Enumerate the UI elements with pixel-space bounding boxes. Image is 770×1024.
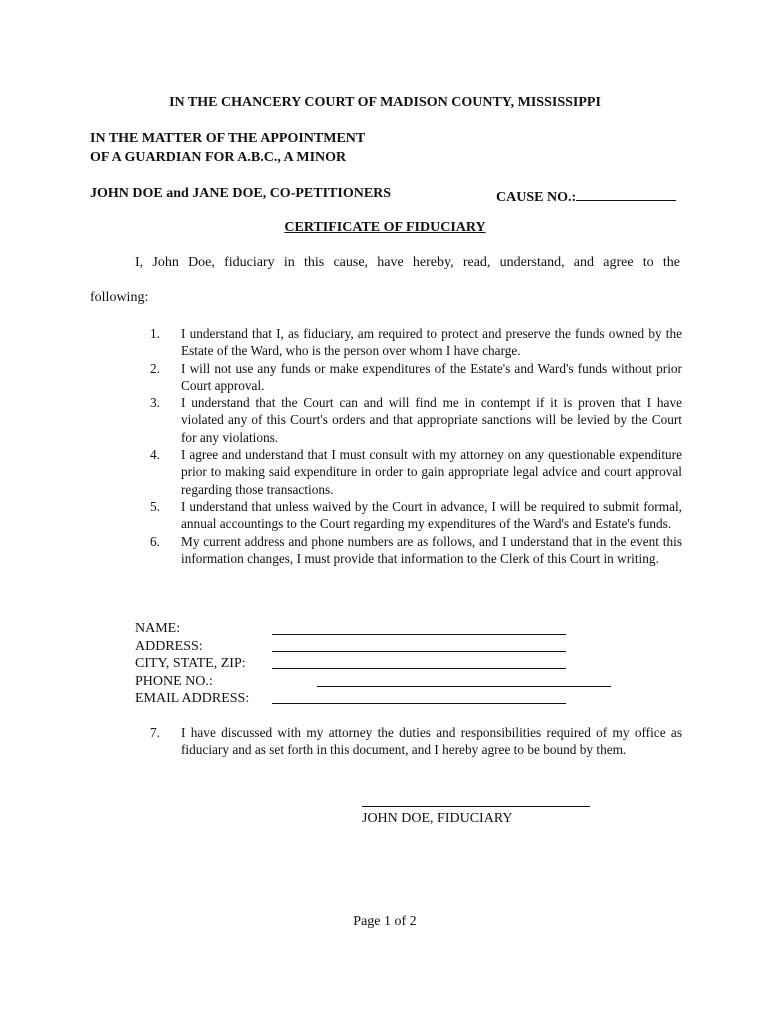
list-item-number: 1. xyxy=(150,326,160,341)
contact-info-labels xyxy=(135,620,249,708)
document-title: CERTIFICATE OF FIDUCIARY xyxy=(284,220,486,235)
email-field[interactable] xyxy=(272,703,566,704)
list-item-text: I understand that unless waived by the Court in advance, I will be required to submit formal, annual accountings to the Court regarding my expenditures of the Ward's and Estate's funds. xyxy=(181,498,682,532)
court-heading: IN THE CHANCERY COURT OF MADISON COUNTY, MISSISSIPPI xyxy=(169,95,601,110)
matter-line-2: OF A GUARDIAN FOR A.B.C., A MINOR xyxy=(90,150,347,165)
list-item xyxy=(150,360,682,395)
phone-field[interactable] xyxy=(317,686,611,687)
list-item-text: I have discussed with my attorney the duties and responsibilities required of my office as fiduciary and as set forth in this document, and I hereby agree to be bound by them. xyxy=(181,725,682,758)
final-acknowledgement xyxy=(150,724,682,759)
list-item-number: 6. xyxy=(150,533,160,549)
list-item-text: I will not use any funds or make expenditures of the Estate's and Ward's funds without prior Court approval. xyxy=(181,360,682,393)
email-label: EMAIL ADDRESS: xyxy=(135,691,250,706)
address-field[interactable] xyxy=(272,651,566,652)
phone-label: PHONE NO.: xyxy=(135,673,213,689)
list-item-text: I understand that I, as fiduciary, am required to protect and preserve the funds owned by the Estate of the Ward, who is the person over whom I have charge. xyxy=(181,326,682,359)
signature-line[interactable] xyxy=(362,806,590,807)
name-field[interactable] xyxy=(272,634,566,635)
list-item xyxy=(150,394,682,446)
list-item-number: 5. xyxy=(150,498,160,514)
signature-label: JOHN DOE, FIDUCIARY xyxy=(362,811,513,826)
list-item-text: My current address and phone numbers are as follows, and I understand that in the event this information changes, I must provide that information to the Clerk of this Court in writing. xyxy=(181,533,682,566)
list-item-text: I understand that the Court can and will find me in contempt if it is proven that I have violated any of this Court's orders and that appropriate sanctions will be levied by the Court for any violations. xyxy=(181,395,682,445)
matter-line-1: IN THE MATTER OF THE APPOINTMENT xyxy=(90,131,366,146)
city-state-zip-label: CITY, STATE, ZIP: xyxy=(135,656,246,671)
page-number: Page 1 of 2 xyxy=(353,914,417,929)
list-item-number: 2. xyxy=(150,360,160,376)
list-item xyxy=(150,446,682,498)
intro-continuation: following: xyxy=(90,290,149,305)
list-item-number: 3. xyxy=(150,395,160,411)
terms-list xyxy=(150,325,682,567)
list-item xyxy=(150,325,682,360)
list-item-text: I agree and understand that I must consult with my attorney on any questionable expenditure prior to making said expenditure in order to gain appropriate legal advice and court approval regarding those transactions. xyxy=(181,447,682,497)
list-item xyxy=(150,498,682,533)
name-label: NAME: xyxy=(135,621,181,636)
list-item-number: 4. xyxy=(150,447,160,463)
cause-label: CAUSE NO.: xyxy=(496,190,577,205)
cause-number-blank[interactable] xyxy=(576,186,676,201)
cause-number xyxy=(496,186,676,206)
city-state-zip-field[interactable] xyxy=(272,668,566,669)
list-item xyxy=(150,724,682,759)
list-item xyxy=(150,533,682,568)
list-item-number: 7. xyxy=(150,725,160,740)
address-label: ADDRESS: xyxy=(135,638,203,654)
parties-line: JOHN DOE and JANE DOE, CO-PETITIONERS xyxy=(90,186,392,201)
intro-paragraph: I, John Doe, fiduciary in this cause, have hereby, read, understand, and agree to the xyxy=(135,255,680,270)
